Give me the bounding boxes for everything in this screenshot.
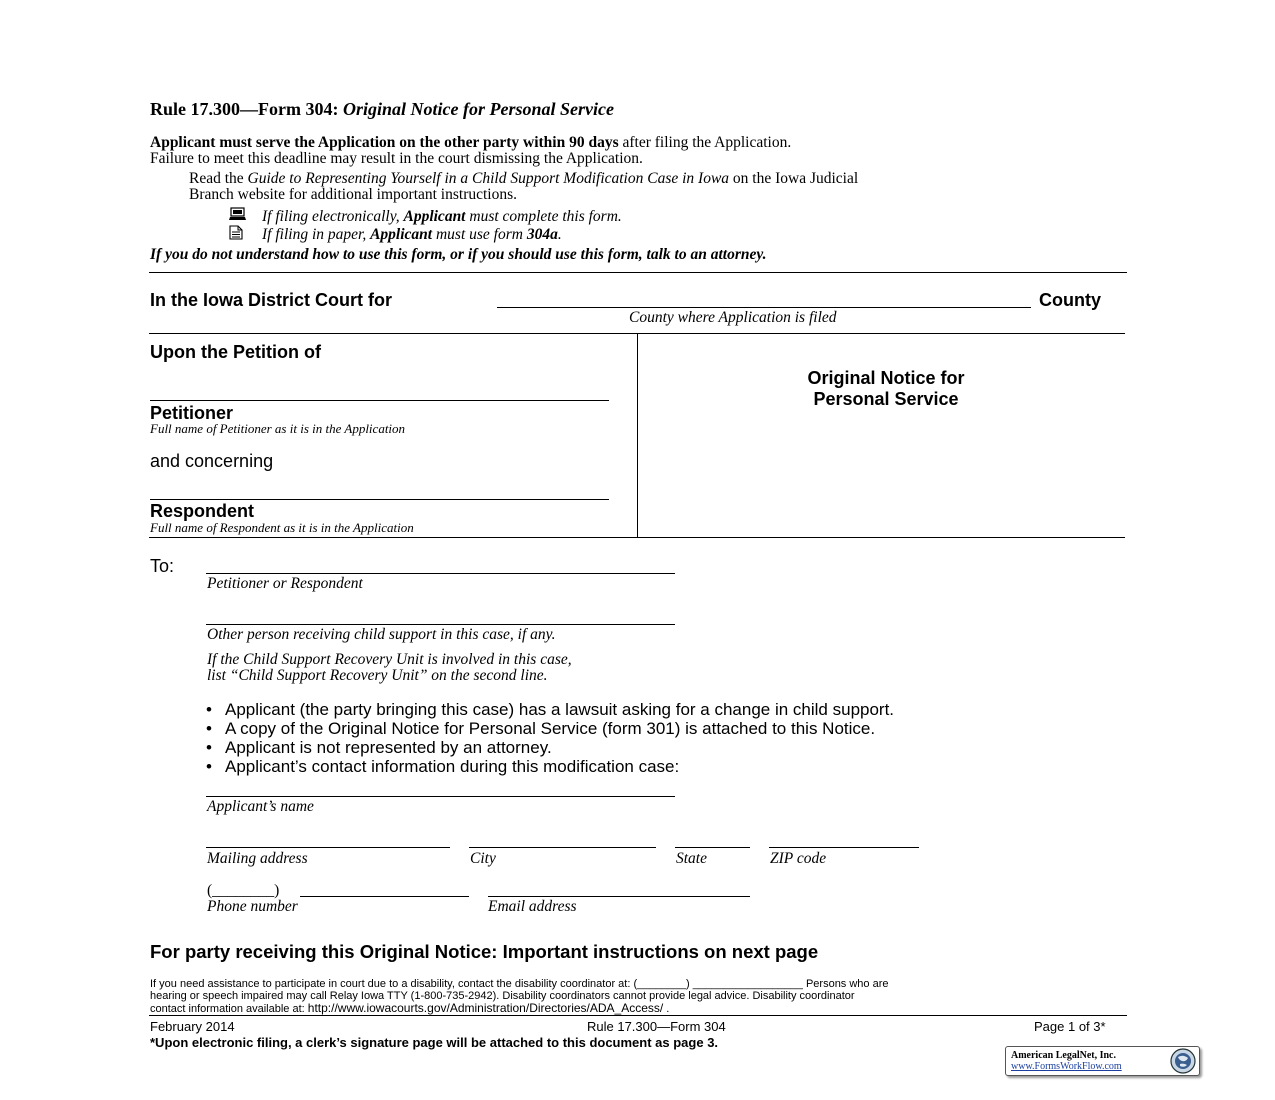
email-address-input[interactable] [488,896,750,897]
footer-divider [149,1015,1127,1016]
electronic-c: must complete this form. [469,208,622,225]
globe-icon [1170,1048,1196,1079]
footer-date: February 2014 [150,1019,235,1034]
petitioner-name-input[interactable] [150,400,609,401]
phone-number-caption: Phone number [207,898,298,915]
electronic-a: If filing electronically, [262,208,400,225]
phone-area-code-input[interactable]: (________) [207,882,280,899]
logo-site: www.FormsWorkFlow.com [1011,1061,1122,1072]
petitioner-hint: Full name of Petitioner as it is in the Application [150,421,406,436]
respondent-hint: Full name of Respondent as it is in the Application [150,520,414,535]
computer-icon [229,207,247,226]
paper-document-icon [229,225,243,245]
document-title [738,368,1034,410]
list-item: • Applicant is not represented by an attorney. [206,738,894,757]
ada-line-1: If you need assistance to participate in court due to a disability, contact the disability coordinator at: (________) __________________ Persons who are [150,978,889,990]
to-label: To: [150,556,175,576]
petitioner-label: Petitioner [150,403,234,423]
efile-note: *Upon electronic filing, a clerk’s signature page will be attached to this document as page 3. [150,1035,719,1050]
csru-note-2: list “Child Support Recovery Unit” on the second line. [207,667,548,684]
county-caption: County where Application is filed [629,309,837,326]
csru-note-1: If the Child Support Recovery Unit is involved in this case, [207,651,572,668]
state-input[interactable] [675,847,750,848]
document-title-line-1: Original Notice for [807,368,965,388]
phone-number-input[interactable] [300,896,469,897]
caption-divider [637,334,638,538]
zip-code-input[interactable] [769,847,919,848]
state-caption: State [676,850,707,867]
paper-e: . [557,226,562,243]
other-person-input[interactable] [206,624,675,625]
deadline-rest: after filing the Application. [622,134,792,151]
mailing-address-caption: Mailing address [207,850,308,867]
read-suffix: on the Iowa Judicial [732,170,859,187]
ada-line-3 [150,1002,889,1015]
list-item: • A copy of the Original Notice for Personal Service (form 301) is attached to this Notice. [206,719,894,738]
american-legalnet-logo[interactable] [1005,1046,1200,1076]
court-prefix: In the Iowa District Court for [150,290,393,310]
zip-code-caption: ZIP code [770,850,827,867]
read-guide-line-2: Branch website for additional important instructions. [189,186,518,203]
deadline-bold: Applicant must serve the Application on the other party within 90 days [150,134,619,151]
footer-page-number: Page 1 of 3* [1034,1019,1106,1034]
divider [149,537,1125,538]
paper-filing-note [262,226,562,244]
notice-bullet-list [206,700,894,776]
dismiss-warning: Failure to meet this deadline may result in the court dismissing the Application. [150,150,643,167]
applicant-name-caption: Applicant’s name [207,798,314,815]
document-title-line-2: Personal Service [813,389,959,409]
city-caption: City [470,850,496,867]
page-title [150,99,614,120]
electronic-filing-note [262,208,622,226]
county-input[interactable] [497,307,1031,308]
list-item: • Applicant (the party bringing this case) has a lawsuit asking for a change in child support. [206,700,894,719]
respondent-label: Respondent [150,501,255,521]
ada-notice [150,978,889,1015]
ada-line-2: hearing or speech impaired may call Relay Iowa TTY (1-800-735-2942). Disability coordinators cannot provide legal advice. Disability coordinator [150,990,855,1002]
email-address-caption: Email address [488,898,577,915]
concerning-label: and concerning [150,451,274,471]
to-party-input[interactable] [206,573,675,574]
paper-c: must use form [435,226,523,243]
footer-form: Rule 17.300—Form 304 [587,1019,726,1034]
list-item: • Applicant’s contact information during this modification case: [206,757,894,776]
attorney-note: If you do not understand how to use this form, or if you should use this form, talk to an attorney. [150,246,767,263]
read-prefix: Read the [189,170,244,187]
guide-title: Guide to Representing Yourself in a Child Support Modification Case in Iowa [247,170,730,187]
court-suffix: County [1039,290,1101,310]
ada-line-3-prefix: contact information available at: [150,1003,305,1015]
applicant-name-input[interactable] [206,796,675,797]
to-party-caption: Petitioner or Respondent [207,575,363,592]
next-page-notice: For party receiving this Original Notice: Important instructions on next page [150,941,819,962]
logo-company: American LegalNet, Inc. [1011,1050,1116,1061]
electronic-b: Applicant [403,208,466,225]
paper-d: 304a [526,226,558,243]
rule-form-label: Rule 17.300—Form 304: [150,99,339,119]
paper-a: If filing in paper, [262,226,367,243]
paper-b: Applicant [370,226,433,243]
other-person-caption: Other person receiving child support in this case, if any. [207,626,556,643]
mailing-address-input[interactable] [206,847,450,848]
ada-link[interactable]: http://www.iowacourts.gov/Administration/Directories/ADA_Access/ [307,1001,664,1015]
divider [149,272,1127,273]
city-input[interactable] [469,847,656,848]
respondent-name-input[interactable] [150,499,609,500]
ada-line-3-suffix: . [666,1003,670,1015]
form-title: Original Notice for Personal Service [342,99,614,119]
upon-petition-label: Upon the Petition of [150,342,321,362]
